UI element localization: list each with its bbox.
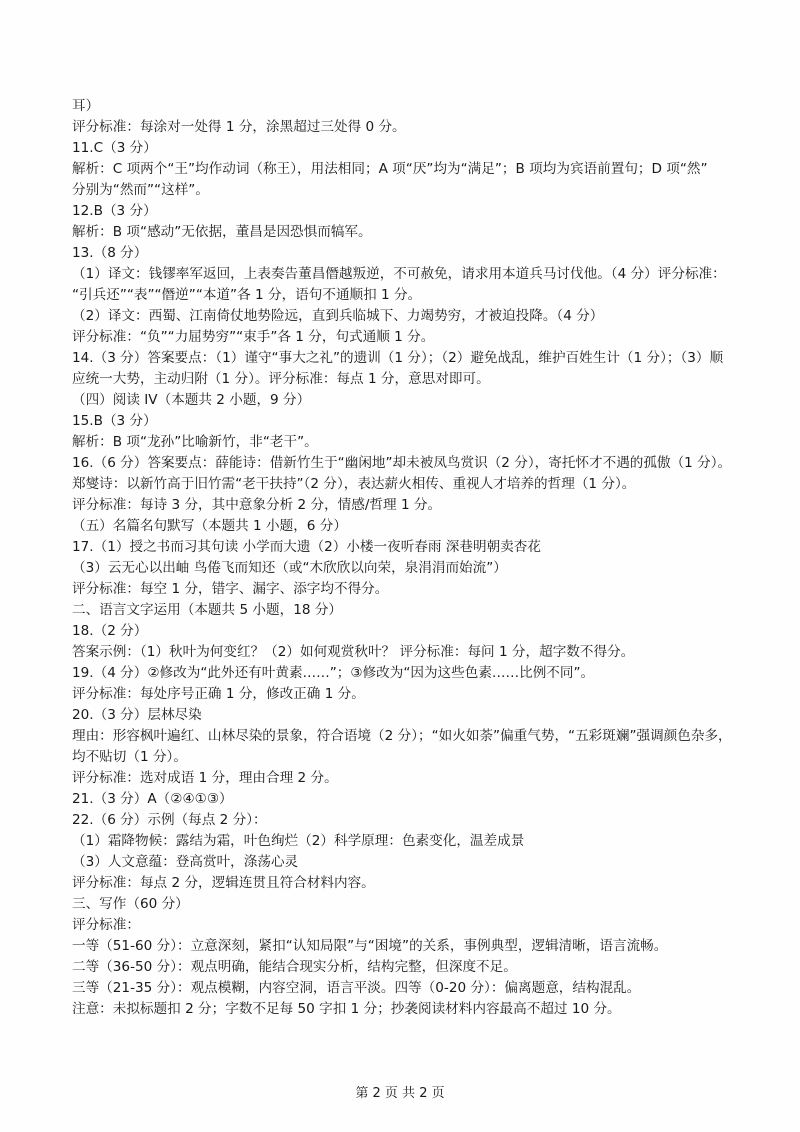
text-line: 评分标准：每空 1 分，错字、漏字、添字均不得分。 (72, 581, 389, 597)
text-line: 均不贴切（1 分）。 (72, 749, 187, 765)
text-line: （3）云无心以出岫 鸟倦飞而知还（或“木欣欣以向荣，泉涓涓而始流”） (72, 560, 507, 576)
text-line: 17.（1）授之书而习其句读 小学而大遗（2）小楼一夜听春雨 深巷明朝卖杏花 (72, 539, 541, 555)
text-line: 15.B（3 分） (72, 413, 157, 429)
text-line: 分别为“然而”“这样”。 (72, 182, 209, 198)
text-line: 评分标准： (72, 917, 140, 933)
text-line: （2）译文：西蜀、江南倚仗地势险远，直到兵临城下、力竭势穷，才被迫投降。（4 分） (72, 308, 604, 324)
text-line: 12.B（3 分） (72, 203, 157, 219)
text-line: （四）阅读 IV（本题共 2 小题，9 分） (72, 392, 311, 408)
text-line: 注意：未拟标题扣 2 分；字数不足每 50 字扣 1 分；抄袭阅读材料内容最高不超过 10 分。 (72, 1001, 621, 1017)
text-line: 16.（6 分）答案要点：薛能诗：借新竹生于“幽闲地”却未被凤鸟赏识（2 分），寄托怀才不遇的孤傲（1 分）。 (72, 455, 732, 471)
text-line: 评分标准：每点 2 分，逻辑连贯且符合材料内容。 (72, 875, 375, 891)
text-line: （3）人文意蕴：登高赏叶，涤荡心灵 (72, 854, 299, 870)
text-line: 三、写作（60 分） (72, 896, 189, 912)
text-line: 11.C（3 分） (72, 140, 157, 156)
text-line: 评分标准：“负”“力屈势穷”“束手”各 1 分，句式通顺 1 分。 (72, 329, 435, 345)
text-line: 21.（3 分）A（②④①③） (72, 791, 233, 807)
text-line: “引兵还”“表”“僭逆”“本道”各 1 分，语句不通顺扣 1 分。 (72, 287, 422, 303)
text-line: 评分标准：每处序号正确 1 分，修改正确 1 分。 (72, 686, 365, 702)
text-line: 14.（3 分）答案要点：（1）谨守“事大之礼”的遗训（1 分）；（2）避免战乱，维护百姓生计（1 分）；（3）顺 (72, 350, 724, 366)
text-line: （1）译文：钱镠率军返回，上表奏告董昌僭越叛逆，不可赦免，请求用本道兵马讨伐他。（4 分）评分标准： (72, 266, 726, 282)
text-line: 19.（4 分）②修改为“此外还有叶黄素……”；③修改为“因为这些色素……比例不同”。 (72, 665, 595, 681)
text-line: 20.（3 分）层林尽染 (72, 707, 202, 723)
text-line: （1）霜降物候：露结为霜，叶色绚烂（2）科学原理：色素变化，温差成景 (72, 833, 525, 849)
text-line: 18.（2 分） (72, 623, 148, 639)
text-line: 解析：B 项“龙孙”比喻新竹，非“老干”。 (72, 434, 318, 450)
text-line: 解析：C 项两个“王”均作动词（称王），用法相同；A 项“厌”均为“满足”；B 项均为宾语前置句；D 项“然” (72, 161, 708, 177)
text-line: 一等（51-60 分）：立意深刻，紧扣“认知局限”与“困境”的关系，事例典型，逻辑清晰，语言流畅。 (72, 938, 668, 954)
text-line: 二、语言文字运用（本题共 5 小题，18 分） (72, 602, 343, 618)
text-line: 耳） (72, 98, 100, 114)
text-line: 答案示例：（1）秋叶为何变红？（2）如何观赏秋叶？ 评分标准：每问 1 分，超字数不得分。 (72, 644, 635, 660)
text-line: 22.（6 分）示例（每点 2 分）： (72, 812, 267, 828)
text-line: 郑燮诗：以新竹高于旧竹需“老干扶持”（2 分），表达薪火相传、重视人才培养的哲理（1 分）。 (72, 476, 636, 492)
page-footer: 第 2 页 共 2 页 (355, 1086, 445, 1101)
text-line: 评分标准：选对成语 1 分，理由合理 2 分。 (72, 770, 338, 786)
text-line: （五）名篇名句默写（本题共 1 小题，6 分） (72, 518, 347, 534)
text-line: 三等（21-35 分）：观点模糊，内容空洞，语言平淡。四等（0-20 分）：偏离题意，结构混乱。 (72, 980, 641, 996)
document-body (72, 96, 732, 1020)
text-line: 解析：B 项“感动”无依据，董昌是因恐惧而犒军。 (72, 224, 372, 240)
text-line: 理由：形容枫叶遍红、山林尽染的景象，符合语境（2 分）；“如火如荼”偏重气势，“五彩斑斓”强调颜色杂多， (72, 728, 732, 744)
text-line: 评分标准：每涂对一处得 1 分，涂黑超过三处得 0 分。 (72, 119, 406, 135)
text-line: 二等（36-50 分）：观点明确，能结合现实分析，结构完整，但深度不足。 (72, 959, 517, 975)
text-line: 13.（8 分） (72, 245, 148, 261)
text-line: 应统一大势，主动归附（1 分）。评分标准：每点 1 分，意思对即可。 (72, 371, 490, 387)
text-line: 评分标准：每诗 3 分，其中意象分析 2 分，情感/哲理 1 分。 (72, 497, 442, 513)
